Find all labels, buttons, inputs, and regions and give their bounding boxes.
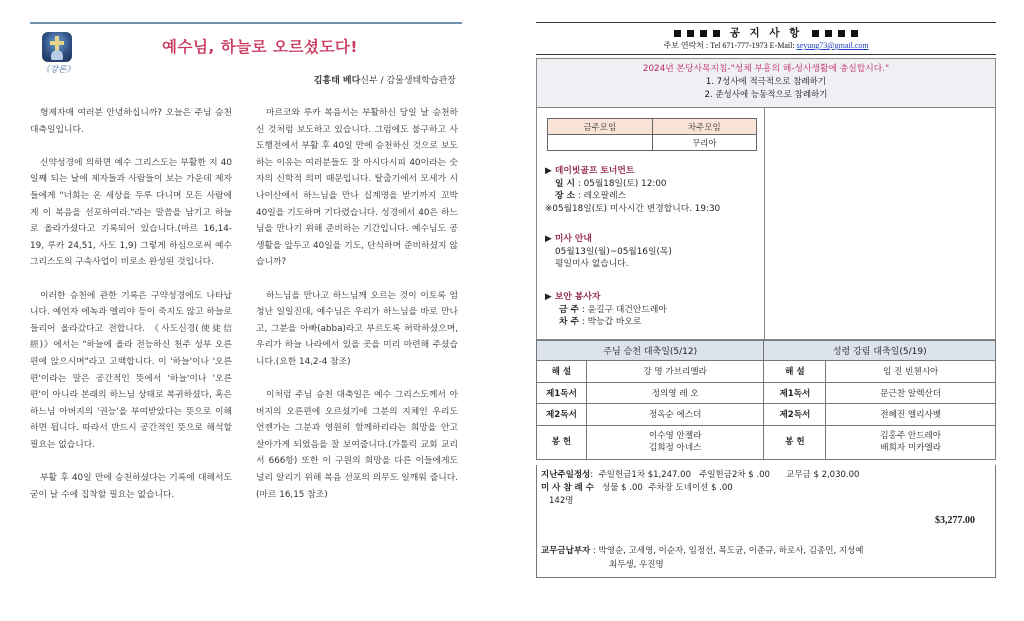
name-cell: 문근찬 알렉산더 <box>826 382 996 404</box>
goal-line-2: 1. 7성사에 적극적으로 참례하기 <box>705 77 827 87</box>
next-week-meeting: 꾸리아 <box>652 135 757 151</box>
contact-line <box>536 40 996 51</box>
homily-author <box>314 73 456 86</box>
triangle-bullet-icon: ▶ <box>545 166 552 176</box>
homily-page <box>30 12 462 602</box>
golf-note: ※05월18일(토) 미사시간 변경합니다. 19:30 <box>545 203 721 214</box>
golf-date-label: 일 시 <box>555 178 576 189</box>
contact-rule <box>536 54 996 55</box>
offertory-name: 김희정 아네스 <box>648 443 702 453</box>
table-row <box>537 425 996 459</box>
paragraph: 부활 후 40일 만에 승천하셨다는 기록에 대해서도 굳이 날 수에 집착할 필요는 없습니다. <box>30 473 232 500</box>
total-amount: $3,277.00 <box>935 515 975 526</box>
panel-divider <box>764 108 765 339</box>
paragraph: 신약성경에 의하면 예수 그리스도는 부활한 지 40일째 되는 날에 제자들과 사람들이 보는 가운데 제자들에게 "너희는 온 세상을 두루 다니며 모든 사람에게 이 복음을 선포하여라."라는 말씀을 남기고 하늘로 올라가셨다고 기록되어 있습니다.(마르 16,14-19, 루카 24,51, 사도 1,9) 그렇게 하심으로써 예수 그리스도의 구속사업이 비로소 완성된 것입니다. <box>30 157 232 268</box>
tithe: 교무금 $ 2,030.00 <box>786 470 860 480</box>
notice-page <box>536 20 996 580</box>
role-cell: 제1독서 <box>764 382 826 404</box>
donors-list: : 박영순, 고세영, 이순자, 임정선, 목도균, 이준규, 하로사, 김종민, 지성예 <box>590 546 864 556</box>
role-cell: 해 설 <box>764 361 826 383</box>
role-cell: 제2독서 <box>537 404 587 426</box>
name-cell: 정의영 레 오 <box>586 382 764 404</box>
first-collection: 주일헌금1차 $1,247.00 <box>598 470 691 480</box>
homily-title: 예수님, 하늘로 오르셨도다! <box>162 38 358 56</box>
volunteers-heading: 보안 봉사자 <box>554 292 601 302</box>
table-row <box>537 361 996 383</box>
role-cell: 봉 헌 <box>764 425 826 459</box>
this-week-label: 금 주 <box>559 304 580 315</box>
notice-title-text: 공 지 사 항 <box>729 27 803 39</box>
this-week-meeting <box>548 135 653 151</box>
pastoral-goal <box>536 58 996 108</box>
offertory-name: 김홍주 안드레아 <box>880 431 942 441</box>
golf-place: : 레오팔레스 <box>575 191 627 201</box>
triangle-bullet-icon: ▶ <box>545 234 552 244</box>
logo-caption: 《강론》 <box>41 65 75 75</box>
next-week-label: 차 주 <box>559 317 580 327</box>
role-cell: 봉 헌 <box>537 425 587 459</box>
top-rule <box>536 22 996 23</box>
security-volunteers <box>545 291 667 329</box>
table-row <box>537 404 996 426</box>
top-rule <box>30 22 462 24</box>
role-cell: 해 설 <box>537 361 587 383</box>
mass-note: 평일미사 없습니다. <box>555 259 629 269</box>
mass-dates: 05월13일(월)~05월16일(목) <box>555 246 672 257</box>
liturgy-schedule-table <box>536 340 996 460</box>
offertory-name: 이수영 안젤라 <box>648 431 702 441</box>
this-week-meeting-header: 금주모임 <box>548 119 653 135</box>
meeting-table <box>547 118 757 151</box>
finance-section: 지난주일정성: 주일헌금1차 $1,247.00 주일헌금2차 $ .00 교무금 $ 2,030.00 미 사 참 례 수 성물 $ .00 주차장 도네이션 $ .00 142명 $3,277.00 교무금납부자 : 박영순, 고세영, 이순자, 임정선, 목도균, 이준규, 하로사, 김종민, 지성예 최두생, 우진명 <box>536 465 996 578</box>
author-role: 신부 / 감물생태학습관장 <box>360 76 456 86</box>
paragraph: 이처럼 주님 승천 대축일은 예수 그리스도께서 아버지의 오른편에 오르셨기에 그분의 지체인 우리도 언젠가는 그분과 영원히 함께하리라는 희망을 안고 살아가게 되었음을 잘 보여줍니다.(가톨릭 교회 교리서 666항) 또한 이 구원의 희망을 다른 이들에게도 널리 알리기 위해 복음 선포의 의무도 일깨워 줍니다.(마르 16,15 참조) <box>256 390 458 500</box>
this-week-volunteer: : 윤길구 대건안드레아 <box>579 304 667 315</box>
ascension-header: 주님 승천 대축일(5/12) <box>537 341 764 361</box>
pentecost-header: 성령 강림 대축일(5/19) <box>764 341 996 361</box>
goal-line-1: 2024년 본당사목지침-"성체 부흥의 해-성사생활에 충실합시다." <box>642 64 890 74</box>
paragraph: 이러한 승천에 관한 기록은 구약성경에도 나타납니다. 예언자 에녹과 엘리야 등이 죽지도 않고 하늘로 들리어 올라갔다고 전합니다. 《사도신경(使徒信經)》에서는 "하늘에 올라 전능하신 천주 성부 오른편에 앉으시며"라고 고백합니다. 이 '하늘'이나 '오른편'이라는 말은 공간적인 뜻에서 '하늘'이나 '오른편'이 아니라 본래의 하느님 상태로 복귀하셨다, 혹은 하느님 아버지의 '권능'을 부여받았다는 뜻으로 이해하면 됩니다. 따라서 반드시 공간적인 뜻으로 해석할 필요는 없습니다. <box>30 290 232 450</box>
next-week-volunteer: : 박능갑 바오로 <box>579 317 642 327</box>
attendance-label: 미 사 참 례 수 <box>541 483 594 493</box>
triangle-bullet-icon: ▶ <box>545 292 552 302</box>
email-link[interactable]: seyung73@gmail.com <box>796 41 869 50</box>
attendance-count: 142명 <box>549 496 574 506</box>
homily-logo <box>38 32 78 84</box>
name-cell: 전혜진 엘리사벳 <box>826 404 996 426</box>
second-collection: 주일헌금2차 $ .00 <box>699 470 770 480</box>
announcement-panel <box>536 108 996 340</box>
next-week-meeting-header: 차주모임 <box>652 119 757 135</box>
role-cell: 제2독서 <box>764 404 826 426</box>
donors-label: 교무금납부자 <box>541 546 591 556</box>
name-cell <box>586 425 764 459</box>
goal-line-3: 2. 준성사에 능동적으로 참례하기 <box>704 90 828 100</box>
contact-text: 주보 연락처 : Tel 671-777-1973 E-Mail: <box>663 41 797 50</box>
goods: 성물 $ .00 <box>602 483 643 493</box>
offering-label: 지난주일정성 <box>541 470 591 480</box>
table-row <box>537 382 996 404</box>
golf-notice <box>545 165 720 215</box>
parking-donation: 주차장 도네이션 $ .00 <box>648 483 733 493</box>
name-cell: 강 명 가브리엘라 <box>586 361 764 383</box>
notice-title <box>536 25 996 40</box>
donors-list-cont: 최두생, 우진명 <box>609 560 664 570</box>
name-cell: 임 진 빈첸시아 <box>826 361 996 383</box>
role-cell: 제1독서 <box>537 382 587 404</box>
name-cell <box>826 425 996 459</box>
mass-notice <box>545 233 672 271</box>
mass-heading: 미사 안내 <box>554 234 592 244</box>
paragraph: 하느님을 만나고 하느님께 오르는 것이 이토록 엄청난 일일진대, 예수님은 우리가 하느님을 바로 만나고, 그분을 아빠(abba)라고 부르도록 허락하셨으며, 우리가 하늘 나라에서 있을 곳을 미리 마련해 주셨습니다.(요한 14,2-4 참조) <box>256 290 458 367</box>
homily-column-2 <box>256 105 458 520</box>
offertory-name: 배희자 미카엘라 <box>880 443 942 453</box>
paragraph: 형제자매 여러분 안녕하십니까? 오늘은 주님 승천 대축일입니다. <box>30 108 232 135</box>
golf-heading: 데이빗골프 토너먼트 <box>554 166 635 176</box>
church-icon <box>42 32 72 62</box>
name-cell: 정옥순 에스더 <box>586 404 764 426</box>
author-name: 김홍태 베다 <box>313 76 361 86</box>
golf-place-label: 장 소 <box>555 191 576 201</box>
homily-column-1 <box>30 105 232 520</box>
golf-date: : 05월18일(토) 12:00 <box>575 178 667 189</box>
paragraph: 마르코와 루카 복음서는 부활하신 당일 날 승천하신 것처럼 보도하고 있습니다. 그럼에도 불구하고 사도행전에서 부활 후 40일 만에 승천하신 것으로 보도하는 이유는 여러분들도 잘 아시다시피 40이라는 숫자의 신학적 의미 때문입니다. 탈출기에서 모세가 시나이산에서 하느님을 만나 십계명을 받기까지 꼬박 40일을 기도하며 기다렸습니다. 성경에서 40은 하느님을 만나기 위해 준비하는 기간입니다. 예수님도 공생활을 앞두고 40일을 기도, 단식하며 준비하셨지 않습니까? <box>256 108 458 268</box>
